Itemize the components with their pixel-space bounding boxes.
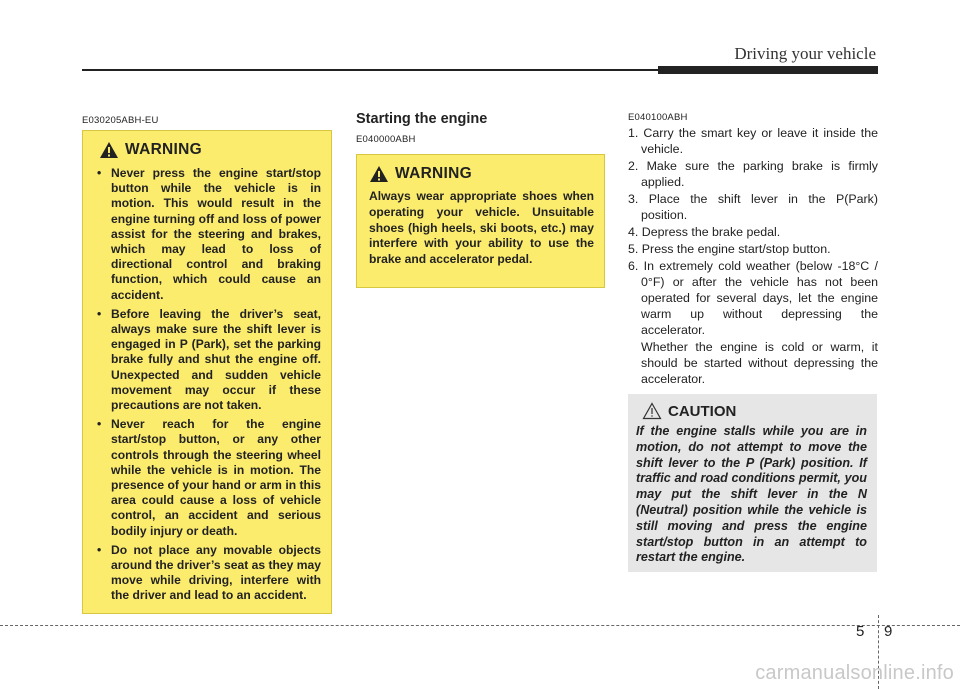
step-item: 2. Make sure the parking brake is firmly applied.: [628, 159, 878, 189]
step-item: 5. Press the engine start/stop button.: [628, 242, 831, 256]
warning-label: WARNING: [125, 141, 203, 158]
warning-item: • Never press the engine start/stop button while the vehicle is in motion. This would result in the engine turning off and loss of power assist for the steering and brakes, which may lead to loss of directional control and braking function, which could cause an accident.: [97, 166, 321, 302]
warning-header: [369, 165, 594, 183]
watermark: carmanualsonline.info: [755, 662, 954, 684]
section-title: Starting the engine: [356, 111, 488, 127]
caution-box: [628, 394, 877, 572]
middle-warning-box: [356, 154, 605, 288]
page-section-number: 5: [856, 623, 865, 640]
page-header-title: Driving your vehicle: [734, 44, 876, 63]
header-rule: [82, 69, 658, 71]
warning-item: • Before leaving the driver’s seat, always make sure the shift lever is engaged in P (Park), set the parking brake fully and shut the engine off. Unexpected and sudden vehicle movement may occur if these precautions are not taken.: [97, 306, 321, 413]
caution-header: [636, 402, 867, 420]
warning-header: [99, 141, 321, 159]
step-item: 3. Place the shift lever in the P(Park) position.: [628, 192, 878, 222]
left-section-code: E030205ABH-EU: [82, 115, 159, 126]
caution-text: If the engine stalls while you are in motion, do not attempt to move the shift lever to the P (Park) position. If traffic and road conditions permit, you may put the shift lever in the N (Neutral) position while the vehicle is still moving and press the engine start/stop button in an attempt to restart the engine.: [636, 424, 867, 565]
header-bar: [658, 66, 878, 74]
warning-text: Always wear appropriate shoes when operating your vehicle. Unsuitable shoes (high heels, ski boots, etc.) may interfere with your ability to use the brake and accelerator pedal.: [369, 189, 594, 267]
warning-triangle-icon: [369, 165, 389, 183]
warning-triangle-icon: [99, 141, 119, 159]
caution-triangle-icon: [642, 402, 662, 420]
step-item: 1. Carry the smart key or leave it inside the vehicle.: [628, 126, 878, 156]
step-item: 6. In extremely cold weather (below -18°C / 0°F) or after the vehicle has not been operated for several days, let the engine warm up without depressing the accelerator. Whether the engine is cold or warm, it should be started without depressing the accelerator.: [628, 259, 878, 386]
step-note: Whether the engine is cold or warm, it should be started without depressing the accelerator.: [641, 340, 878, 386]
warning-item: • Do not place any movable objects around the driver’s seat as they may move while driving, interfere with the driver and lead to an accident.: [97, 542, 321, 603]
warning-label: WARNING: [395, 165, 473, 182]
warning-item: • Never reach for the engine start/stop button, or any other controls through the steering wheel while the vehicle is in motion. The presence of your hand or arm in this area could cause a loss of vehicle control, an accident and serious bodily injury or death.: [97, 417, 321, 538]
right-section-code: E040100ABH: [628, 112, 688, 123]
page-number: 9: [884, 623, 893, 640]
middle-section-code: E040000ABH: [356, 134, 416, 145]
footer-rule: [0, 625, 960, 626]
step-item: 4. Depress the brake pedal.: [628, 225, 781, 239]
warning-list: [94, 166, 321, 604]
caution-label: CAUTION: [668, 402, 737, 420]
left-warning-box: [82, 130, 332, 614]
starting-steps-list: [628, 125, 878, 388]
